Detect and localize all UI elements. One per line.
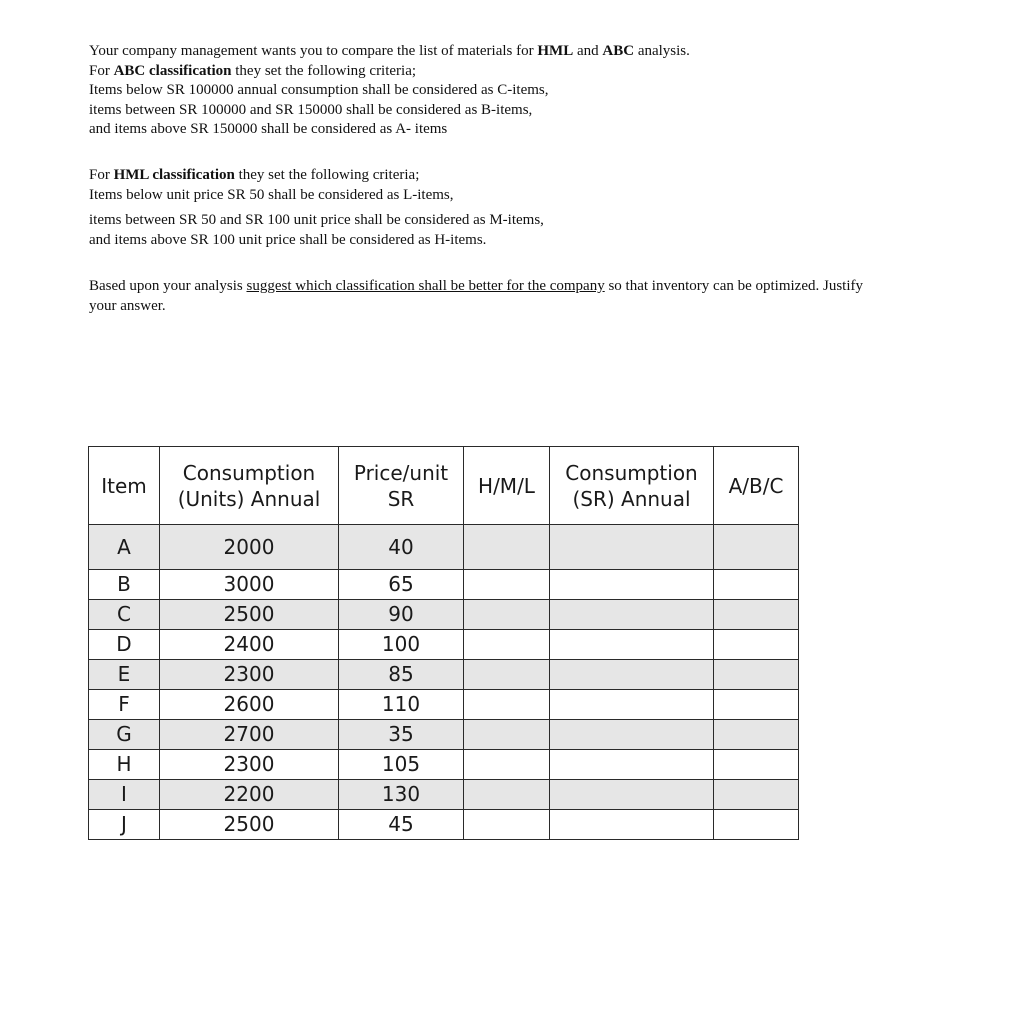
units-cell: 2500 — [160, 810, 339, 840]
intro-text: analysis. — [634, 43, 690, 59]
hml-cell[interactable] — [464, 570, 550, 600]
table-body — [89, 525, 799, 840]
item-cell: G — [89, 720, 160, 750]
hml-cell[interactable] — [464, 750, 550, 780]
header-text: SR — [387, 486, 415, 511]
header-text: Consumption — [182, 460, 316, 485]
price-cell: 85 — [339, 660, 464, 690]
item-cell: I — [89, 780, 160, 810]
suggestion-underlined: suggest which classification shall be better for the company — [246, 278, 605, 294]
item-cell: A — [89, 525, 160, 570]
header-text: (Units) Annual — [177, 486, 321, 511]
abc-cell[interactable] — [714, 750, 799, 780]
header-text: (SR) Annual — [572, 486, 691, 511]
units-cell: 2300 — [160, 750, 339, 780]
units-cell: 2200 — [160, 780, 339, 810]
abc-heading-line — [89, 62, 690, 82]
abc-cell[interactable] — [714, 810, 799, 840]
consumption-sr-cell[interactable] — [550, 810, 714, 840]
intro-text: Your company management wants you to compare the list of materials for — [89, 43, 538, 59]
item-cell: B — [89, 570, 160, 600]
abc-cell[interactable] — [714, 600, 799, 630]
table-row — [89, 750, 799, 780]
consumption-sr-cell[interactable] — [550, 570, 714, 600]
table-header-row — [89, 447, 799, 525]
item-cell: F — [89, 690, 160, 720]
suggestion-paragraph — [89, 277, 869, 316]
hml-cell[interactable] — [464, 780, 550, 810]
item-cell: H — [89, 750, 160, 780]
hml-cell[interactable] — [464, 660, 550, 690]
hml-classification-term: HML classification — [113, 167, 235, 183]
abc-cell[interactable] — [714, 630, 799, 660]
header-item: Item — [89, 447, 160, 525]
table-row — [89, 810, 799, 840]
table-row — [89, 525, 799, 570]
hml-heading-line — [89, 166, 544, 186]
hml-cell[interactable] — [464, 810, 550, 840]
header-text: Price/unit — [353, 460, 449, 485]
table-row — [89, 570, 799, 600]
table-row — [89, 780, 799, 810]
item-cell: D — [89, 630, 160, 660]
units-cell: 2000 — [160, 525, 339, 570]
abc-criterion-a: and items above SR 150000 shall be considered as A- items — [89, 121, 448, 137]
table-row — [89, 630, 799, 660]
abc-cell[interactable] — [714, 780, 799, 810]
intro-line — [89, 42, 690, 62]
consumption-sr-cell[interactable] — [550, 750, 714, 780]
consumption-sr-cell[interactable] — [550, 780, 714, 810]
hml-cell[interactable] — [464, 600, 550, 630]
abc-criteria-paragraph — [89, 42, 690, 140]
table-row — [89, 660, 799, 690]
hml-criterion-h: and items above SR 100 unit price shall be considered as H-items. — [89, 231, 487, 248]
units-cell: 2500 — [160, 600, 339, 630]
hml-cell[interactable] — [464, 720, 550, 750]
price-cell: 35 — [339, 720, 464, 750]
table-row — [89, 600, 799, 630]
price-cell: 110 — [339, 690, 464, 720]
consumption-sr-cell[interactable] — [550, 525, 714, 570]
units-cell: 2400 — [160, 630, 339, 660]
units-cell: 2600 — [160, 690, 339, 720]
hml-cell[interactable] — [464, 630, 550, 660]
hml-cell[interactable] — [464, 525, 550, 570]
hml-text: For — [89, 167, 114, 183]
consumption-sr-cell[interactable] — [550, 600, 714, 630]
intro-text: For — [89, 62, 114, 79]
price-cell: 100 — [339, 630, 464, 660]
item-cell: J — [89, 810, 160, 840]
consumption-sr-cell[interactable] — [550, 660, 714, 690]
hml-text: they set the following criteria; — [234, 167, 420, 183]
table-row — [89, 690, 799, 720]
header-consumption-sr — [550, 447, 714, 525]
header-consumption-units — [160, 447, 339, 525]
item-cell: C — [89, 600, 160, 630]
header-abc: A/B/C — [714, 447, 799, 525]
consumption-sr-cell[interactable] — [550, 690, 714, 720]
consumption-sr-cell[interactable] — [550, 630, 714, 660]
header-hml: H/M/L — [464, 447, 550, 525]
abc-criterion-b: items between SR 100000 and SR 150000 shall be considered as B-items, — [89, 101, 533, 118]
hml-criteria-paragraph — [89, 166, 544, 250]
intro-text: they set the following criteria; — [231, 62, 417, 79]
abc-cell[interactable] — [714, 570, 799, 600]
price-cell: 105 — [339, 750, 464, 780]
units-cell: 2300 — [160, 660, 339, 690]
consumption-sr-cell[interactable] — [550, 720, 714, 750]
header-price-unit — [339, 447, 464, 525]
materials-table — [88, 446, 799, 840]
item-cell: E — [89, 660, 160, 690]
units-cell: 3000 — [160, 570, 339, 600]
suggestion-text: so that inventory can be optimized. Justify your answer. — [89, 278, 863, 314]
price-cell: 130 — [339, 780, 464, 810]
abc-cell[interactable] — [714, 690, 799, 720]
abc-cell[interactable] — [714, 660, 799, 690]
header-text: Consumption — [565, 460, 698, 485]
hml-criterion-l: Items below unit price SR 50 shall be considered as L-items, — [89, 186, 454, 203]
price-cell: 45 — [339, 810, 464, 840]
hml-cell[interactable] — [464, 690, 550, 720]
suggestion-text: Based upon your analysis — [89, 278, 247, 294]
hml-criterion-m: items between SR 50 and SR 100 unit price shall be considered as M-items, — [89, 212, 544, 228]
table-row — [89, 720, 799, 750]
abc-criterion-c: Items below SR 100000 annual consumption shall be considered as C-items, — [89, 82, 549, 98]
intro-text: and — [573, 43, 603, 59]
price-cell: 40 — [339, 525, 464, 570]
units-cell: 2700 — [160, 720, 339, 750]
hml-term: HML — [537, 43, 574, 59]
abc-cell[interactable] — [714, 525, 799, 570]
abc-cell[interactable] — [714, 720, 799, 750]
price-cell: 65 — [339, 570, 464, 600]
price-cell: 90 — [339, 600, 464, 630]
abc-term: ABC — [602, 43, 635, 59]
abc-classification-term: ABC classification — [113, 62, 232, 79]
